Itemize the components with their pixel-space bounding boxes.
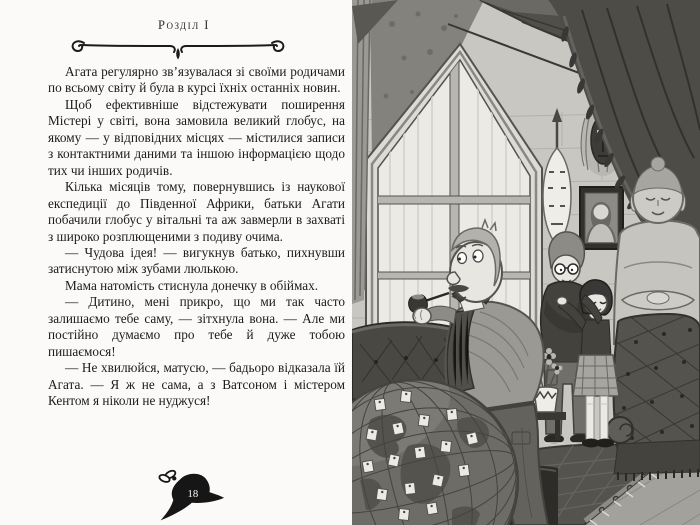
text-block <box>48 64 345 410</box>
paragraph: Кілька місяців тому, повернувшись із наукової експедиції до Південної Африки, батьки Агати побачили глобус у вітальні та аж завмерли в захваті з широко розплющеними з подиву очима. <box>48 179 345 244</box>
chapter-heading: Розділ I <box>158 18 210 32</box>
right-page <box>352 0 700 525</box>
paragraph: — Не хвилюйся, матусю, — бадьоро відказала їй Агата. — Я ж не сама, а з Ватсоном і містером Кентом я ніколи не нуджуся! <box>48 360 345 409</box>
paragraph: Щоб ефективніше відстежувати поширення Містері у світі, вона замовила великий глобус, на якому — у відповідних місцях — містилися записи з контактними даними та іншою інформацією щодо тих чи інших родичів. <box>48 96 345 178</box>
chapter-divider-flourish-icon <box>68 36 288 60</box>
plaid-skirt <box>573 355 619 396</box>
page-number-hat <box>145 467 227 523</box>
hat-icon <box>145 467 227 523</box>
paragraph: — Дитино, мені прикро, що ми так часто залишаємо тебе саму, — зітхнула вона. — Але ми постійно думаємо про тебе й дуже тобою пишаємося! <box>48 294 345 359</box>
page-number: 18 <box>187 487 199 500</box>
framed-portrait <box>580 187 623 249</box>
glasses-icon <box>555 264 565 274</box>
paragraph: Агата регулярно зв’язувалася зі своїми родичами по всьому світу й була в курсі їхніх останніх новин. <box>48 64 345 96</box>
paragraph: Мама натомість стиснула донечку в обіймах. <box>65 277 319 293</box>
paragraph: — Чудова ідея! — вигукнув батько, пихнувши затиснутою між зубами люлькою. <box>48 244 345 277</box>
illustration-svg <box>352 0 700 525</box>
